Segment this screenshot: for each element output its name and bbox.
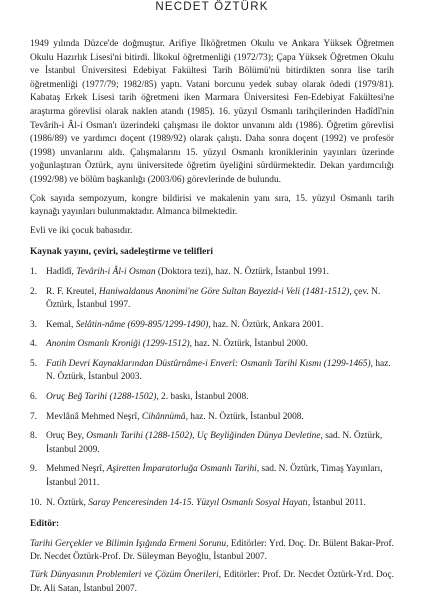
publication-item (30, 358, 394, 385)
item-suffix: , haz. N. Öztürk, İstanbul 2000. (189, 339, 308, 350)
item-number: 1. (30, 266, 38, 277)
item-suffix: (Doktora tezi), haz. N. Öztürk, İstanbul 1991. (155, 266, 329, 277)
editor-item-details: , Editörler: Prof. Dr. Necdet Öztürk-Yrd. Doç. Dr. Ali Satan, İstanbul 2007. (30, 570, 394, 594)
item-number: 9. (30, 464, 38, 475)
editor-item-title: Türk Dünyasının Problemleri ve Çözüm Önerileri (30, 570, 219, 580)
item-prefix: Kemal, (46, 319, 76, 330)
editor-item (30, 569, 394, 596)
item-suffix: , sad. N. Öztürk, Timaş Yayınları, İstanbul 2011. (46, 464, 383, 489)
item-title: Anonim Osmanlı Kroniği (1299-1512) (46, 339, 190, 350)
author-biography (30, 38, 394, 600)
publication-item (30, 286, 394, 313)
item-title: Fatih Devri Kaynaklarından Düstûrnâme-i Enverî: Osmanlı Tarihi Kısmı (1299-1465) (46, 358, 371, 369)
publication-item (30, 319, 394, 333)
publication-item (30, 497, 394, 511)
publication-item (30, 430, 394, 457)
item-suffix: , sad. N. Öztürk, İstanbul 2009. (46, 431, 383, 455)
item-number: 7. (30, 411, 38, 422)
item-number: 10. (30, 497, 42, 508)
item-prefix: N. Öztürk, (46, 497, 89, 508)
item-number: 6. (30, 392, 38, 403)
item-number: 3. (30, 319, 38, 330)
item-suffix: , haz. N. Öztürk, Ankara 2001. (208, 319, 324, 330)
item-number: 5. (30, 358, 38, 369)
item-number: 4. (30, 339, 38, 350)
bio-paragraph: Evli ve iki çocuk babasıdır. (30, 225, 133, 236)
item-title: Saray Penceresinden 14-15. Yüzyıl Osmanlı Sosyal Hayatı (88, 497, 308, 508)
item-prefix: Oruç Bey, (46, 431, 87, 442)
item-number: 2. (30, 286, 38, 297)
publication-item (30, 338, 394, 352)
publication-item (30, 463, 394, 490)
bio-paragraph: Çok sayıda sempozyum, kongre bildirisi ve makalenin yanı sıra, 15. yüzyıl Osmanlı tarih kaynağı yayınları bulunmaktadır. Almanca bilmektedir. (30, 193, 394, 218)
publication-item (30, 411, 394, 425)
item-number: 8. (30, 431, 38, 442)
bio-paragraph: 1949 yılında Düzce'de doğmuştur. Arifiye İlköğretmen Okulu ve Ankara Yüksek Öğretmen Okulu Hazırlık Lisesi'ni bitirdi. İlkokul öğretmenliği (1972/73); Çapa Yüksek Öğretmen Okulu ve İstanbul Üniversitesi Edebiyat Fakültesi Tarih Bölümü'nü bitirdikten sonra lise tarih öğretmenliği (1977/79; 1982/85) yaptı. Vatani borcunu yedek subay olarak ödedi (1979/81). Kabataş Erkek Lisesi tarih öğretmeni iken Marmara Üniversitesi Fen-Edebiyat Fakültesi'ne araştırma görevlisi olarak naklen atandı (1985). 16. yüzyıl Osmanlı tarihçilerinden Hadîdî'nin Tevârih-i Âl-i Osman'ı üzerindeki çalışması ile doktor unvanını aldı (1986). Öğretim görevlisi (1986/89) ve yardımcı doçent (1989/92) olarak çalıştı. Daha sonra doçent (1992) ve profesör (1998) unvanlarını aldı. Çalışmalarını 15. yüzyıl Osmanlı kroniklerinin yayınları üzerinde yoğunlaştıran Öztürk, aynı üniversitede öğretim üyeliğini sürdürmektedir. Dekan yardımcılığı (1992/98) ve bölüm başkanlığı (2003/06) görevlerinde de bulundu. (30, 39, 394, 185)
publication-item (30, 266, 394, 280)
item-suffix: , 2. baskı, İstanbul 2008. (156, 392, 249, 403)
editor-item-title: Tarihi Gerçekler ve Bilimin Işığında Ermeni Sorunu (30, 538, 227, 549)
editor-heading: Editör: (30, 519, 60, 530)
item-title: Osmanlı Tarihi (1288-1502), Uç Beyliğinden Dünya Devletine (86, 431, 321, 442)
item-suffix: , haz. N. Öztürk, İstanbul 2008. (185, 411, 304, 422)
item-title: Cihânnümâ (141, 411, 186, 422)
publications-list (30, 266, 394, 510)
page-header-author: NECDET ÖZTÜRK (155, 1, 269, 13)
item-suffix: , çev. N. Öztürk, İstanbul 1997. (46, 286, 381, 311)
publication-item (30, 391, 394, 405)
item-title: Selâtin-nâme (699-895/1299-1490) (75, 319, 209, 330)
item-prefix: R. F. Kreutel, (46, 286, 99, 297)
item-title: Aşiretten İmparatorluğa Osmanlı Tarihi (106, 464, 257, 475)
item-title: Oruç Beğ Tarihi (1288-1502) (46, 392, 157, 403)
editor-item (30, 538, 394, 565)
item-prefix: Hadîdî, (46, 266, 77, 277)
item-suffix: , İstanbul 2011. (307, 497, 366, 508)
editor-item-details: , Editörler: Yrd. Doç. Dr. Bülent Bakar-Prof. Dr. Necdet Öztürk-Prof. Dr. Süleyman Beyoğlu, İstanbul 2007. (30, 538, 394, 563)
item-title: Haniwaldanus Anonimi'ne Göre Sultan Bayezid-i Veli (1481-1512) (98, 286, 350, 297)
item-prefix: Mehmed Neşrî, (46, 464, 107, 475)
publications-heading: Kaynak yayını, çeviri, sadeleştirme ve telifleri (30, 247, 214, 258)
item-suffix: , haz. N. Öztürk, İstanbul 2003. (46, 358, 391, 383)
item-title: Tevârih-i Âl-i Osman (76, 266, 156, 277)
item-prefix: Mevlânâ Mehmed Neşrî, (46, 411, 142, 422)
